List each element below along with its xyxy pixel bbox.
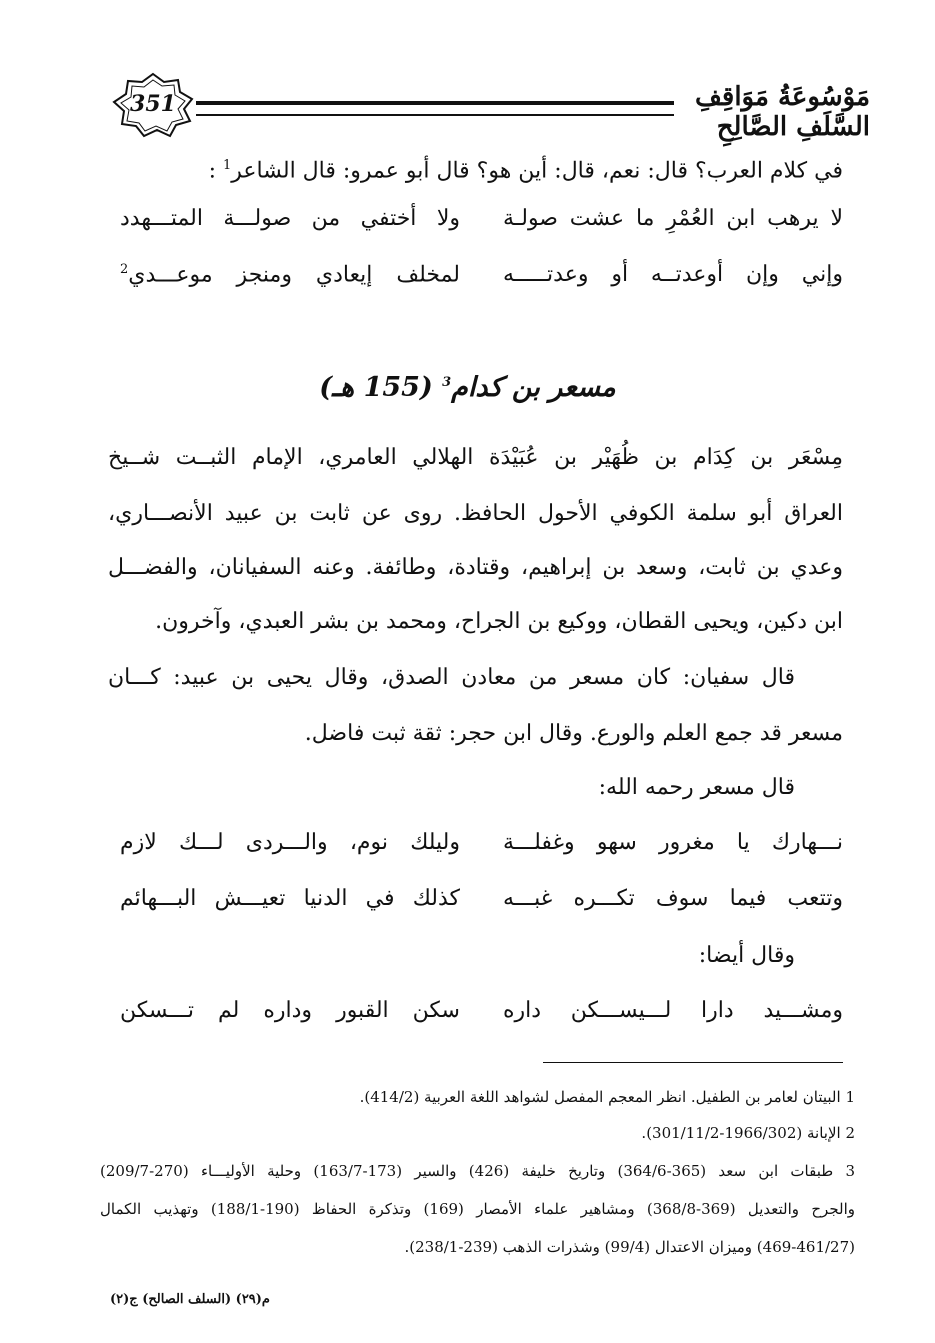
verse-first-hemistich: وتتعب فيما سوف تكـــره غبـــه bbox=[503, 886, 843, 911]
body-line: مِسْعَر بن كِدَام بن ظُهَيْر بن عُبَيْدَة الهلالي العامري، الإمام الثبــت شــيخ bbox=[108, 445, 843, 470]
verse-second-hemistich: ولا أختفي من صولـــة المتـــهدد bbox=[120, 206, 460, 231]
footnote-item bbox=[100, 1122, 855, 1144]
footnote-text: الإبانة (1966/302-301/11/2). bbox=[641, 1124, 841, 1142]
footnote-ref[interactable]: 1 bbox=[222, 158, 232, 173]
footnote-text: والجرح والتعديل (369-368/8) ومشاهير علماء الأمصار (169) وتذكرة الحفاظ (190-188/1) وتهذيب الكمال bbox=[100, 1200, 855, 1218]
footnote-text: طبقات ابن سعد (365-364/6) وتاريخ خليفة (426) والسير (173-163/7) وحلية الأوليـــاء (270-209/7) bbox=[100, 1162, 834, 1180]
body-line: قال مسعر رحمه الله: bbox=[598, 775, 795, 800]
header-rule bbox=[196, 101, 674, 116]
verse-row bbox=[120, 886, 843, 922]
volume-signature: م(٢٩) (السلف الصالح) ج(٢) bbox=[110, 1292, 270, 1307]
page-header bbox=[100, 72, 870, 142]
verse-row bbox=[120, 830, 843, 866]
page-number: 351 bbox=[130, 91, 176, 117]
footnote-separator bbox=[543, 1062, 843, 1063]
verse-first-hemistich: نـــهارك يا مغرور سهو وغفلـــة bbox=[503, 830, 843, 855]
verse-text: لمخلف إيعادي ومنجز موعـــدي bbox=[128, 262, 460, 288]
body-line: ابن دكين، ويحيى القطان، ووكيع بن الجراح، ومحمد بن بشر العبدي، وآخرون. bbox=[155, 609, 843, 634]
verse-first-hemistich: وإني وإن أوعدتــه أو وعدتـــــه bbox=[503, 262, 843, 287]
footnote-item bbox=[100, 1160, 855, 1182]
verse-second-hemistich: سكن القبور وداره لم تـــسكن bbox=[120, 998, 460, 1023]
footnote-continuation bbox=[100, 1236, 855, 1258]
footnote-ref[interactable]: 3 bbox=[442, 375, 452, 390]
verse-row bbox=[120, 998, 843, 1034]
footnote-text: (469-461/27) وميزان الاعتدال (99/4) وشذرات الذهب (239-238/1). bbox=[404, 1238, 855, 1256]
verse-row bbox=[120, 262, 843, 298]
verse-second-hemistich bbox=[120, 262, 460, 287]
verse-second-hemistich: كذلك في الدنيا تعيـــش البـــهائم bbox=[120, 886, 460, 911]
verse-row bbox=[120, 206, 843, 242]
intro-colon: : bbox=[208, 158, 216, 184]
body-line: وقال أيضا: bbox=[698, 943, 795, 968]
verse-first-hemistich: ومشـــيد دارا لـــيســـكن داره bbox=[503, 998, 843, 1023]
section-title-year: (155 هـ) bbox=[319, 372, 433, 403]
footnote-ref[interactable]: 2 bbox=[120, 262, 129, 277]
verse-second-hemistich: وليلك نوم، والـــردى لـــك لازم bbox=[120, 830, 460, 855]
footnote-number: 1 bbox=[845, 1088, 855, 1106]
page-number-badge bbox=[110, 72, 196, 138]
verse-first-hemistich: لا يرهب ابن العُمْرِ ما عشت صولـة bbox=[503, 206, 843, 231]
footnote-number: 3 bbox=[845, 1162, 855, 1180]
series-title: مَوْسُوعَةُ مَوَاقِفِ السَّلَفِ الصَّالِحِ bbox=[694, 82, 870, 142]
footnote-item bbox=[100, 1086, 855, 1108]
body-line: قال سفيان: كان مسعر من معادن الصدق، وقال يحيى بن عبيد: كـــان bbox=[108, 665, 795, 690]
body-line: مسعر قد جمع العلم والورع. وقال ابن حجر: ثقة ثبت فاضل. bbox=[304, 721, 843, 746]
section-title bbox=[0, 372, 935, 403]
footnote-number: 2 bbox=[845, 1124, 855, 1142]
footnote-continuation bbox=[100, 1198, 855, 1220]
body-line: العراق أبو سلمة الكوفي الأحول الحافظ. روى عن ثابت بن عبيد الأنصـــاري، bbox=[108, 501, 843, 526]
section-title-name: مسعر بن كدام bbox=[451, 372, 616, 403]
footnote-text: البيتان لعامر بن الطفيل. انظر المعجم المفصل لشواهد اللغة العربية (414/2). bbox=[359, 1088, 841, 1106]
body-line: وعدي بن ثابت، وسعد بن إبراهيم، وقتادة، وطائفة. وعنه السفيانان، والفضـــل bbox=[108, 555, 843, 580]
intro-line bbox=[108, 150, 843, 187]
intro-text: في كلام العرب؟ قال: نعم، قال: أين هو؟ قال أبو عمرو: قال الشاعر bbox=[231, 158, 843, 184]
